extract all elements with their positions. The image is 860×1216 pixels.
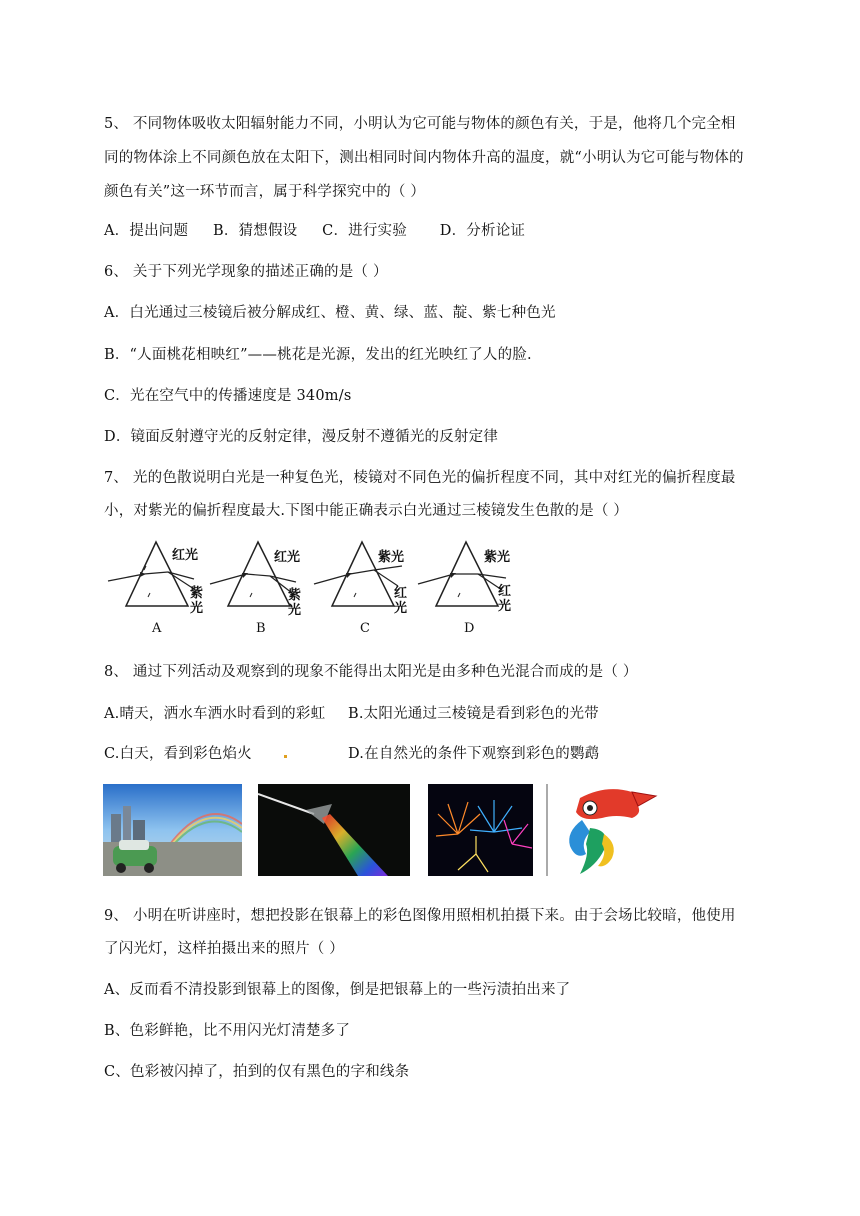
q8-option-d: D.在自然光的条件下观察到彩色的鹦鹉 [348,746,600,762]
q7-stem-line-1: 7、 光的色散说明白光是一种复色光，棱镜对不同色光的偏折程度不同，其中对红光的偏折程度最 [104,470,736,486]
q7-stem-line-2: 小，对紫光的偏折程度最大.下图中能正确表示白光通过三棱镜发生色散的是（ ） [104,503,629,519]
prism-spectrum-photo [258,784,410,876]
q5-options [104,219,545,240]
rainbow-street-photo [103,784,242,876]
prism-d-bottom-label: 红光 [498,584,512,614]
prism-a-letter: A [152,621,162,636]
q8-option-c: C.白天，看到彩色焰火 [104,746,252,762]
q5-stem-line-3: 颜色有关”这一环节而言，属于科学探究中的（ ） [104,184,426,200]
prism-c-letter: C [360,621,370,636]
prism-b-top-label: 红光 [274,550,301,565]
prism-d-letter: D [464,621,475,636]
q6-option-a: A．白光通过三棱镜后被分解成红、橙、黄、绿、蓝、靛、紫七种色光 [104,305,556,321]
q8-stem: 8、 通过下列活动及观察到的现象不能得出太阳光是由多种色光混合而成的是（ ） [104,664,638,680]
prism-diagram-d [416,536,516,636]
prism-a-top-label: 红光 [172,548,199,563]
prism-diagram-a [106,536,206,636]
prism-b-letter: B [256,621,266,636]
prism-b-bottom-label: 紫光 [288,588,302,618]
stray-dot [284,755,287,758]
q9-stem-line-1: 9、 小明在听讲座时，想把投影在银幕上的彩色图像用照相机拍摄下来。由于会场比较暗，他使用 [104,908,736,924]
q6-option-c: C．光在空气中的传播速度是 340m/s [104,388,352,404]
q6-option-d: D．镜面反射遵守光的反射定律，漫反射不遵循光的反射定律 [104,429,499,445]
q9-option-b: B、色彩鲜艳，比不用闪光灯清楚多了 [104,1023,351,1039]
prism-c-top-label: 紫光 [378,550,405,565]
q5-option-d: D．分析论证 [439,223,526,239]
q6-stem: 6、 关于下列光学现象的描述正确的是（ ） [104,264,388,280]
prism-d-top-label: 紫光 [484,550,511,565]
q5-option-a: A．提出问题 [104,223,189,239]
q9-option-c: C、色彩被闪掉了，拍到的仅有黑色的字和线条 [104,1064,410,1080]
prism-diagram-c [312,536,412,636]
prism-c-bottom-label: 红光 [394,586,408,616]
q5-stem-line-2: 同的物体涂上不同颜色放在太阳下，测出相同时间内物体升高的温度，就“小明认为它可能与物体的 [104,150,744,166]
parrot-illustration [546,784,658,876]
q9-stem-line-2: 了闪光灯，这样拍摄出来的照片（ ） [104,941,345,957]
q5-option-b: B．猜想假设 [212,223,298,239]
prism-dispersion-figure [106,536,526,636]
prism-diagram-b [208,536,308,636]
fireworks-photo [428,784,533,876]
q5-option-c: C．进行实验 [322,223,407,239]
q6-option-b: B．“人面桃花相映红”——桃花是光源，发出的红光映红了人的脸. [104,347,532,363]
q5-stem-line-1: 5、 不同物体吸收太阳辐射能力不同，小明认为它可能与物体的颜色有关，于是，他将几个完全相 [104,116,736,132]
q8-option-a: A.晴天，洒水车洒水时看到的彩虹 [104,706,326,722]
q8-option-b: B.太阳光通过三棱镜是看到彩色的光带 [348,706,599,722]
q9-option-a: A、反而看不清投影到银幕上的图像，倒是把银幕上的一些污渍拍出来了 [104,982,571,998]
prism-a-bottom-label: 紫光 [190,586,204,616]
